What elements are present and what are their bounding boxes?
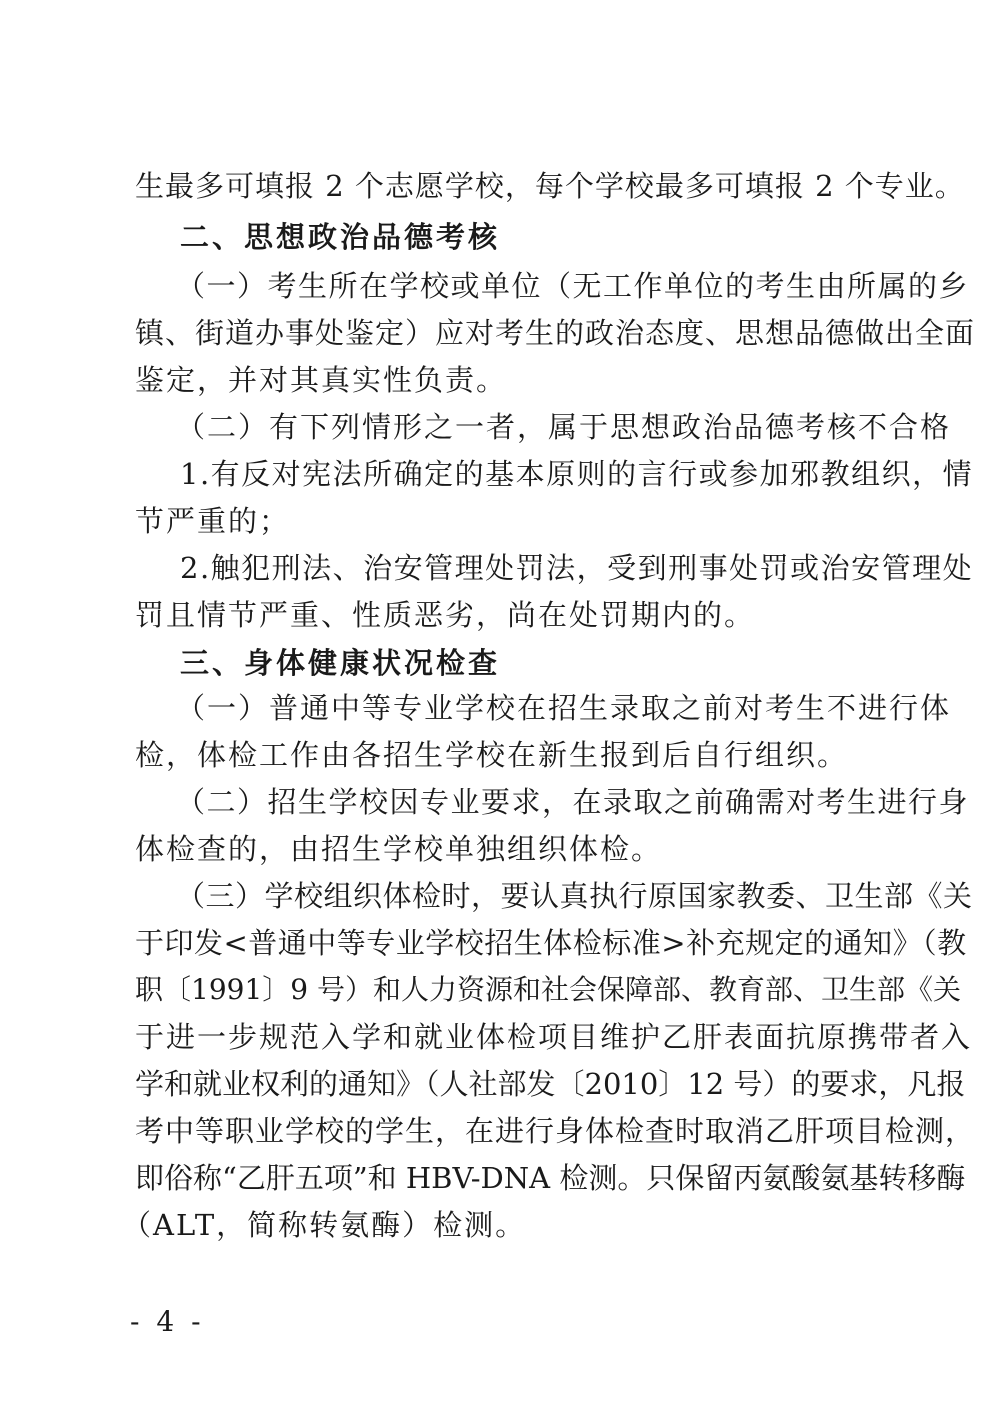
paragraph-line: （一）考生所在学校或单位（无工作单位的考生由所属的乡	[176, 269, 970, 303]
paragraph-line: 学和就业权利的通知》（人社部发〔2010〕12 号）的要求，凡报	[135, 1067, 966, 1101]
paragraph-line: 于进一步规范入学和就业体检项目维护乙肝表面抗原携带者入	[135, 1020, 973, 1054]
paragraph-line: （三）学校组织体检时，要认真执行原国家教委、卫生部《关	[176, 879, 973, 913]
paragraph-line: （一）普通中等专业学校在招生录取之前对考生不进行体	[176, 691, 952, 725]
paragraph-line: 检，体检工作由各招生学校在新生报到后自行组织。	[135, 738, 849, 772]
paragraph-line: 体检查的，由招生学校单独组织体检。	[135, 832, 663, 866]
paragraph-line: 考中等职业学校的学生，在进行身体检查时取消乙肝项目检测，	[135, 1114, 976, 1148]
paragraph-line: 鉴定，并对其真实性负责。	[135, 363, 508, 397]
paragraph-line: 2.触犯刑法、治安管理处罚法，受到刑事处罚或治安管理处	[180, 551, 974, 585]
paragraph-line: （二）有下列情形之一者，属于思想政治品德考核不合格	[176, 410, 952, 444]
section-heading: 三、身体健康状况检查	[180, 646, 501, 680]
paragraph-line: 职〔1991〕9 号）和人力资源和社会保障部、教育部、卫生部《关	[135, 973, 961, 1006]
paragraph-line: 即俗称“乙肝五项”和 HBV-DNA 检测。只保留丙氨酸氨基转移酶	[135, 1161, 966, 1195]
paragraph-line: （二）招生学校因专业要求，在录取之前确需对考生进行身	[176, 785, 970, 819]
paragraph-line: 于印发<普通中等专业学校招生体检标准>补充规定的通知》（教	[135, 926, 967, 960]
paragraph-line: 生最多可填报 2 个志愿学校，每个学校最多可填报 2 个专业。	[135, 169, 965, 203]
section-heading: 二、思想政治品德考核	[180, 220, 501, 254]
paragraph-line: 1.有反对宪法所确定的基本原则的言行或参加邪教组织，情	[180, 457, 974, 491]
paragraph-line: 罚且情节严重、性质恶劣，尚在处罚期内的。	[135, 598, 756, 632]
paragraph-line: 节严重的；	[135, 504, 291, 538]
paragraph-line: 镇、街道办事处鉴定）应对考生的政治态度、思想品德做出全面	[135, 316, 976, 350]
paragraph-line: （ALT，简称转氨酶）检测。	[122, 1208, 527, 1242]
page-number: - 4 -	[130, 1305, 205, 1338]
